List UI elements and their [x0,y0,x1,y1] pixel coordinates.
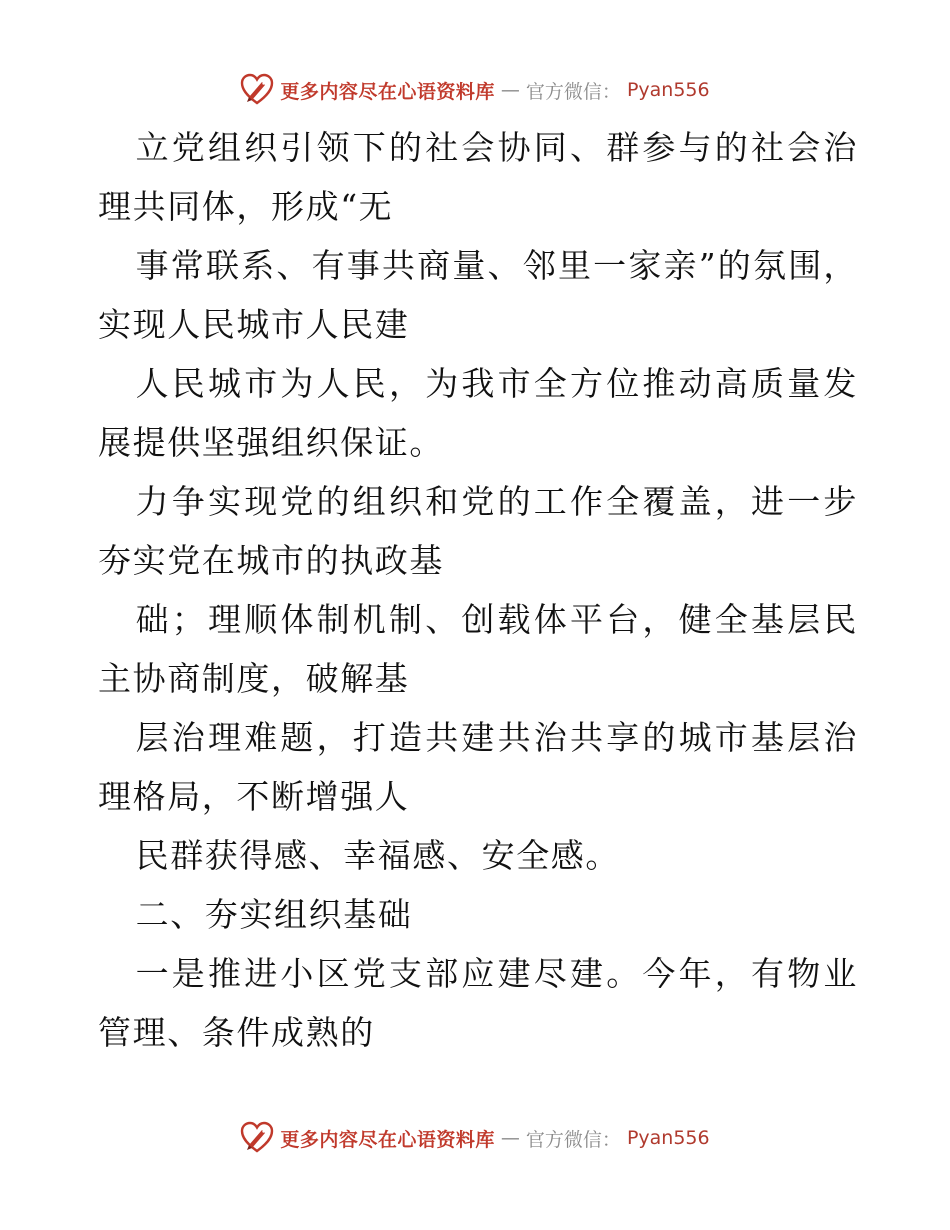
paragraph-8: 一是推进小区党支部应建尽建。今年，有物业管理、条件成熟的 [98,954,858,1052]
footer-wechat-id: Pyan556 [626,1127,710,1149]
header-wechat-label: 官方微信： [525,80,621,103]
paragraph-2: 事常联系、有事共商量、邻里一家亲”的氛围，实现人民城市人民建 [98,246,858,344]
heart-pen-logo-icon [240,73,274,107]
footer-brand-name: 更多内容尽在心语资料库 [280,1128,495,1151]
header-watermark [240,73,709,107]
paragraph-7: 民群获得感、幸福感、安全感。 [135,836,621,875]
section-heading: 二、夯实组织基础 [135,895,413,934]
heart-pen-logo-icon [240,1121,274,1155]
paragraph-4: 力争实现党的组织和党的工作全覆盖，进一步夯实党在城市的执政基 [98,482,858,580]
paragraph-6: 层治理难题，打造共建共治共享的城市基层治理格局，不断增强人 [98,718,858,816]
header-brand-name: 更多内容尽在心语资料库 [280,80,495,103]
page-footer [0,1118,950,1158]
footer-separator: — [500,1127,520,1149]
document-body [98,118,858,1062]
header-separator: — [500,79,520,101]
paragraph-5: 础；理顺体制机制、创载体平台，健全基层民主协商制度，破解基 [98,600,858,698]
paragraph-1: 立党组织引领下的社会协同、群参与的社会治理共同体，形成“无 [98,128,858,226]
footer-wechat-label: 官方微信： [525,1128,621,1151]
footer-watermark [240,1121,709,1155]
paragraph-3: 人民城市为人民，为我市全方位推动高质量发展提供坚强组织保证。 [98,364,858,462]
header-wechat-id: Pyan556 [626,79,710,101]
page-header [0,70,950,110]
